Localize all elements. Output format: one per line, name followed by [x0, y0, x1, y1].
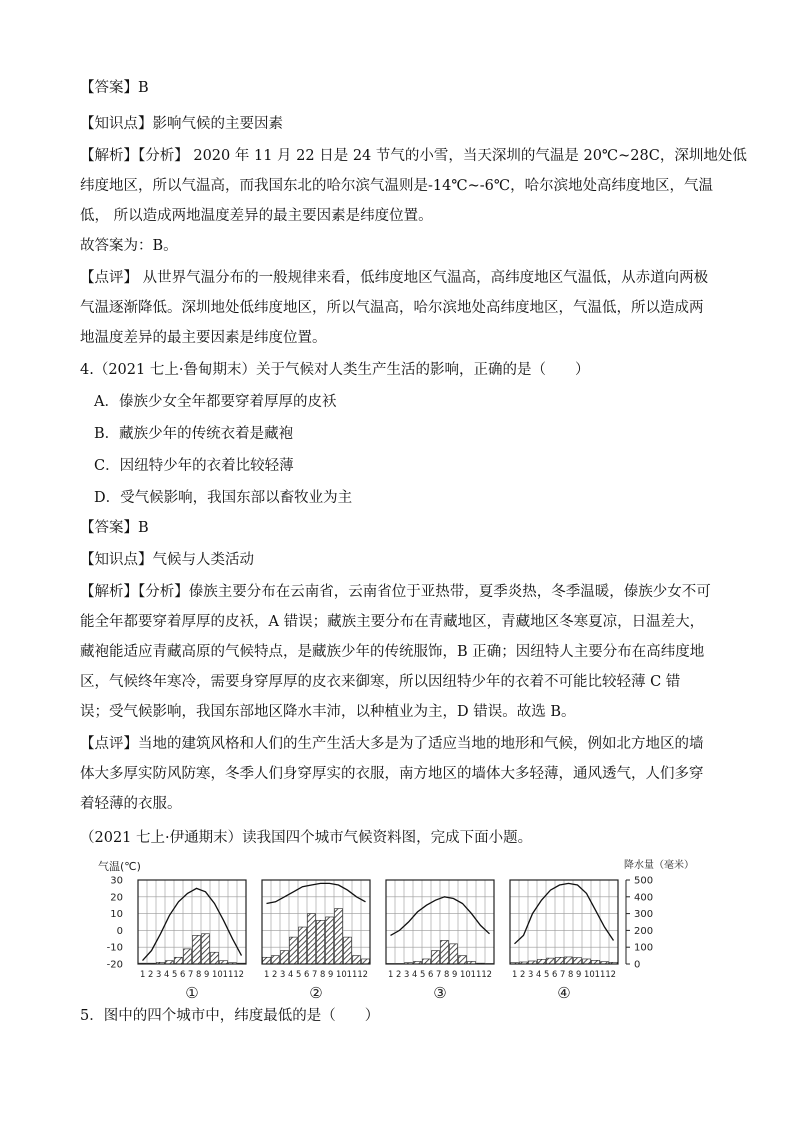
temperature-ticks [107, 876, 123, 971]
q3-comment-line: 气温逐渐降低。深圳地处低纬度地区，所以气温高，哈尔滨地处高纬度地区，气温低，所以造成两 [80, 300, 704, 316]
precipitation-bar [308, 914, 316, 964]
q4-analysis-line: 【解析】【分析】傣族主要分布在云南省，云南省位于亚热带，夏季炎热，冬季温暖，傣族少女不可 [80, 584, 711, 600]
q4-comment-line: 【点评】当地的建筑风格和人们的生产生活大多是为了适应当地的地形和气候，例如北方地区的墙 [80, 736, 704, 752]
q3-analysis-line: 故答案为：B。 [80, 238, 178, 254]
q3-knowledge-label: 【知识点】 [80, 116, 153, 132]
precipitation-bar [202, 934, 210, 964]
precipitation-tick-label: 400 [634, 892, 654, 904]
q4-knowledge-value: 气候与人类活动 [152, 552, 254, 568]
climate-charts [96, 856, 696, 1004]
chart-label: ③ [433, 984, 447, 1002]
precipitation-bar [211, 952, 219, 964]
q4-analysis-line: 区，气候终年寒冷，需要身穿厚厚的皮衣来御寒，所以因纽特少年的衣着不可能比较轻薄 C 错 [80, 674, 681, 690]
chart-label: ② [309, 984, 323, 1002]
q4-answer [80, 518, 149, 538]
temperature-tick-label: -10 [106, 942, 123, 954]
precipitation-bar [299, 927, 307, 964]
precipitation-bar [281, 951, 289, 964]
precipitation-tick-label: 200 [634, 925, 654, 937]
precipitation-bar [272, 956, 280, 964]
precipitation-bar [335, 909, 343, 964]
precipitation-tick-label: 100 [634, 942, 654, 954]
q4-option-a: A．傣族少女全年都要穿着厚厚的皮袄 [94, 394, 337, 410]
precipitation-tick-label: 0 [634, 959, 641, 971]
precipitation-bar [317, 920, 325, 964]
q3-comment-line: 地温度差异的最主要因素是纬度位置。 [80, 330, 327, 346]
climate-chart-3 [386, 880, 494, 1002]
month-labels: 1 2 3 4 5 6 7 8 9 101112 [388, 970, 492, 980]
q4-stem: 4.（2021 七上·鲁甸期末）关于气候对人类生产生活的影响，正确的是（ ） [80, 362, 590, 378]
q4-option-b: B．藏族少年的传统衣着是藏袍 [94, 426, 294, 442]
precipitation-bar [193, 935, 201, 964]
q3-comment-line: 【点评】 从世界气温分布的一般规律来看，低纬度地区气温高，高纬度地区气温低，从赤道向两极 [80, 270, 709, 286]
precipitation-bar [565, 957, 573, 964]
q4-answer-label: 【答案】 [80, 520, 138, 536]
precipitation-bar [290, 937, 298, 964]
q4-comment-line: 体大多厚实防风防寒，冬季人们身穿厚实的衣服，南方地区的墙体大多轻薄，通风透气，人们多穿 [80, 766, 704, 782]
q4-knowledge [80, 550, 254, 570]
q4-answer-value: B [138, 520, 149, 536]
precipitation-bar [459, 956, 467, 964]
chart-label: ① [185, 984, 199, 1002]
climate-chart-4 [510, 880, 618, 1002]
precipitation-ticks [626, 876, 653, 971]
precipitation-bar [175, 957, 183, 964]
precipitation-bar [423, 959, 431, 964]
q5-stem: 5．图中的四个城市中，纬度最低的是（ ） [80, 1008, 380, 1024]
precipitation-bar [538, 959, 546, 964]
q4-option-d: D．受气候影响，我国东部以畜牧业为主 [94, 490, 353, 506]
precipitation-bar [583, 959, 591, 964]
chart-panels [138, 880, 618, 1002]
temperature-axis-label: 气温(℃) [98, 860, 141, 873]
climate-chart-2 [262, 880, 370, 1002]
q3-analysis-line: 纬度地区，所以气温高，而我国东北的哈尔滨气温则是-14℃~-6℃，哈尔滨地处高纬度地区，气温 [80, 178, 714, 194]
month-labels: 1 2 3 4 5 6 7 8 9 101112 [512, 970, 616, 980]
q4-analysis-line: 误；受气候影响，我国东部地区降水丰沛，以种植业为主，D 错误。故选 B。 [80, 704, 576, 720]
precipitation-bar [353, 956, 361, 964]
precipitation-bar [432, 951, 440, 964]
temperature-tick-label: 30 [110, 875, 123, 887]
q4-option-c: C．因纽特少年的衣着比较轻薄 [94, 458, 294, 474]
precipitation-bar [263, 957, 271, 964]
temperature-tick-label: 0 [116, 925, 123, 937]
precipitation-tick-label: 500 [634, 875, 654, 887]
q3-knowledge-value: 影响气候的主要因素 [152, 116, 283, 132]
q3-analysis-line: 【解析】【分析】 2020 年 11 月 22 日是 24 节气的小雪，当天深圳的气温是 20℃~28C，深圳地处低 [80, 148, 747, 164]
month-labels: 1 2 3 4 5 6 7 8 9 101112 [140, 970, 244, 980]
month-labels: 1 2 3 4 5 6 7 8 9 101112 [264, 970, 368, 980]
precipitation-bar [184, 949, 192, 964]
chart-label: ④ [557, 984, 571, 1002]
q3-answer-value: B [138, 80, 149, 96]
temperature-tick-label: 10 [110, 909, 123, 921]
temperature-tick-label: 20 [110, 892, 123, 904]
q4-knowledge-label: 【知识点】 [80, 552, 153, 568]
precipitation-bar [450, 944, 458, 964]
q3-answer-label: 【答案】 [80, 80, 138, 96]
precipitation-bar [574, 958, 582, 964]
precipitation-bar [547, 958, 555, 964]
q3-answer [80, 78, 149, 98]
precipitation-axis-label: 降水量（毫米） [624, 860, 694, 871]
temperature-tick-label: -20 [106, 959, 123, 971]
precipitation-bar [326, 917, 334, 964]
q4-comment-line: 着轻薄的衣服。 [80, 796, 182, 812]
climate-chart-1 [138, 880, 246, 1002]
precipitation-tick-label: 300 [634, 909, 654, 921]
precipitation-bar [556, 957, 564, 964]
group-intro: （2021 七上·伊通期末）读我国四个城市气候资料图，完成下面小题。 [80, 830, 533, 846]
q3-knowledge [80, 114, 283, 134]
precipitation-bar [362, 959, 370, 964]
q3-analysis-line: 低， 所以造成两地温度差异的最主要因素是纬度位置。 [80, 208, 433, 224]
q4-analysis-line: 藏袍能适应青藏高原的气候特点，是藏族少年的传统服饰，B 正确；因纽特人主要分布在高纬度地 [80, 644, 705, 660]
q4-analysis-line: 能全年都要穿着厚厚的皮袄，A 错误；藏族主要分布在青藏地区，青藏地区冬寒夏凉，日温差大， [80, 614, 705, 630]
precipitation-bar [344, 937, 352, 964]
precipitation-bar [441, 940, 449, 964]
